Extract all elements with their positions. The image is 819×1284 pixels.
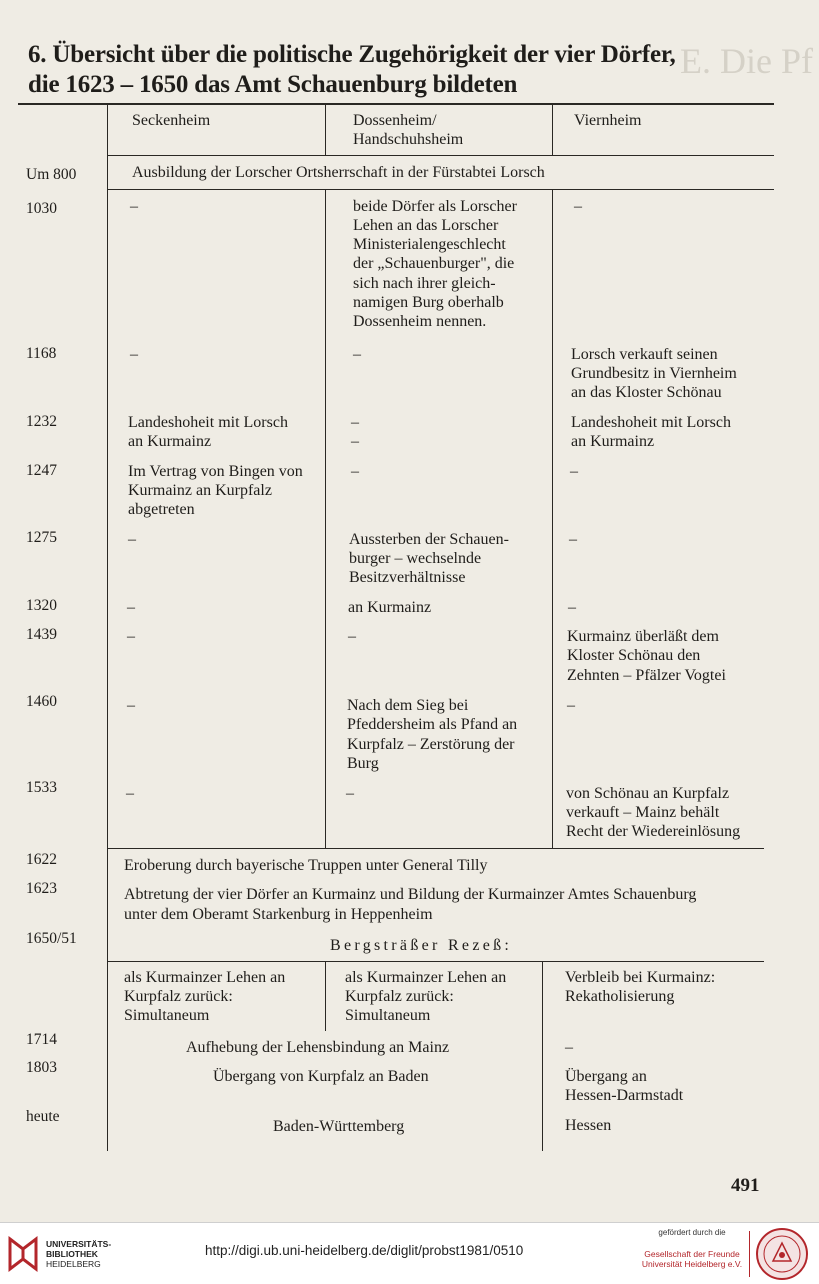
year-1650: 1650/51 <box>26 930 77 947</box>
cell-1650-seckenheim-3: Simultaneum <box>124 1007 210 1024</box>
cell-1030-seckenheim: – <box>130 198 138 215</box>
sponsor-block <box>637 1228 747 1269</box>
cell-1247-seckenheim-3: abgetreten <box>128 501 195 518</box>
rezess-rule <box>107 961 764 962</box>
cell-1232-viernheim-2: an Kurmainz <box>571 433 655 450</box>
cell-1030-viernheim: – <box>574 198 582 215</box>
col-rule-2 <box>552 189 553 848</box>
cell-1439-viernheim-3: Zehnten – Pfälzer Vogtei <box>567 667 726 684</box>
header-rule <box>107 155 774 156</box>
cell-1460-dossenheim-2: Pfeddersheim als Pfand an <box>347 716 518 733</box>
cell-1275-dossenheim-2: burger – wechselnde <box>349 550 482 567</box>
university-seal-icon <box>755 1227 809 1281</box>
cell-1533-viernheim-3: Recht der Wiedereinlösung <box>566 823 741 840</box>
header-seckenheim: Seckenheim <box>132 112 211 129</box>
col-rule-1 <box>325 189 326 848</box>
library-name-line-3: HEIDELBERG <box>46 1259 101 1269</box>
cell-1714-viernheim: – <box>565 1039 573 1056</box>
cell-1320-seckenheim: – <box>127 599 135 616</box>
year-um800: Um 800 <box>26 166 77 183</box>
cell-1275-dossenheim-1: Aussterben der Schauen- <box>349 531 509 548</box>
cell-1232-seckenheim-2: an Kurmainz <box>128 433 212 450</box>
span-1623-2: unter dem Oberamt Starkenburg in Heppenheim <box>124 906 433 923</box>
table-top-rule <box>18 103 774 105</box>
cell-1650-dossenheim-3: Simultaneum <box>345 1007 431 1024</box>
col-rule-1-rezess <box>325 961 326 1031</box>
cell-1439-seckenheim: – <box>127 628 135 645</box>
year-1803: 1803 <box>26 1059 57 1076</box>
span-heute: Baden-Württemberg <box>273 1118 405 1135</box>
ub-heidelberg-logo-icon <box>6 1233 40 1273</box>
cell-1232-dossenheim-1: – <box>351 414 359 431</box>
year-1622: 1622 <box>26 851 57 868</box>
span-rezess: Bergsträßer Rezeß: <box>330 937 513 954</box>
cell-1247-seckenheim-1: Im Vertrag von Bingen von <box>128 463 303 480</box>
span-1803: Übergang von Kurpfalz an Baden <box>213 1068 429 1085</box>
cell-1030-dossenheim-4: der „Schauenburger", die <box>353 255 515 272</box>
cell-1232-dossenheim-2: – <box>351 433 359 450</box>
header-dossenheim: Dossenheim/ <box>353 112 437 129</box>
cell-1232-viernheim-1: Landeshoheit mit Lorsch <box>571 414 731 431</box>
page-number: 491 <box>731 1175 760 1196</box>
year-1714: 1714 <box>26 1031 57 1048</box>
span-um800: Ausbildung der Lorscher Ortsherrschaft in der Fürstabtei Lorsch <box>132 164 545 181</box>
sponsor-org-line-2: Universität Heidelberg e.V. <box>641 1259 743 1269</box>
header-viernheim: Viernheim <box>574 112 642 129</box>
year-1460: 1460 <box>26 693 57 710</box>
cell-1650-viernheim-1: Verbleib bei Kurmainz: <box>565 969 716 986</box>
cell-1460-dossenheim-3: Kurpfalz – Zerstörung der <box>347 736 515 753</box>
footer-divider <box>749 1231 750 1277</box>
cell-1030-dossenheim-7: Dossenheim nennen. <box>353 313 487 330</box>
footer-bar <box>0 1222 819 1284</box>
cell-1460-dossenheim-1: Nach dem Sieg bei <box>347 697 469 714</box>
cell-1439-dossenheim: – <box>348 628 356 645</box>
cell-1320-dossenheim: an Kurmainz <box>348 599 432 616</box>
cell-1460-viernheim: – <box>567 697 575 714</box>
cell-1275-viernheim: – <box>569 531 577 548</box>
year-heute: heute <box>26 1108 60 1125</box>
cell-1168-viernheim-2: Grundbesitz in Viernheim <box>571 365 737 382</box>
page-title <box>28 40 798 100</box>
year-1439: 1439 <box>26 626 57 643</box>
year-1247: 1247 <box>26 462 57 479</box>
library-name-line-1: UNIVERSITÄTS- <box>46 1239 112 1249</box>
year-1030: 1030 <box>26 200 57 217</box>
header-handschuhsheim: Handschuhsheim <box>353 131 464 148</box>
cell-heute-viernheim: Hessen <box>565 1117 612 1134</box>
title-line-2: die 1623 – 1650 das Amt Schauenburg bildeten <box>28 71 518 98</box>
cell-1533-dossenheim: – <box>346 785 354 802</box>
um800-rule <box>107 189 774 190</box>
cell-1275-seckenheim: – <box>128 531 136 548</box>
cell-1460-seckenheim: – <box>127 697 135 714</box>
year-1168: 1168 <box>26 345 57 362</box>
cell-1460-dossenheim-4: Burg <box>347 755 379 772</box>
cell-1533-viernheim-2: verkauft – Mainz behält <box>566 804 720 821</box>
span-1714: Aufhebung der Lehensbindung an Mainz <box>186 1039 450 1056</box>
year-1232: 1232 <box>26 413 57 430</box>
title-line-1: 6. Übersicht über die politische Zugehörigkeit der vier Dörfer, <box>28 41 676 68</box>
year-1533: 1533 <box>26 779 57 796</box>
sponsor-org <box>637 1249 747 1269</box>
year-column-rule <box>107 103 108 1151</box>
cell-1168-viernheim-1: Lorsch verkauft seinen <box>571 346 718 363</box>
cell-1030-dossenheim-5: sich nach ihrer gleich- <box>353 275 496 292</box>
bleed-through-text: E. Die Pf <box>680 41 813 81</box>
cell-1650-seckenheim-1: als Kurmainzer Lehen an <box>124 969 286 986</box>
col-rule-1-head <box>325 103 326 155</box>
span-1623-1: Abtretung der vier Dörfer an Kurmainz und Bildung der Kurmainzer Amtes Schauenburg <box>124 886 697 903</box>
year-1275: 1275 <box>26 529 57 546</box>
cell-1439-viernheim-2: Kloster Schönau den <box>567 647 701 664</box>
cell-1275-dossenheim-3: Besitzverhältnisse <box>349 569 466 586</box>
cell-1533-viernheim-1: von Schönau an Kurpfalz <box>566 785 730 802</box>
col-rule-2-rezess <box>542 961 543 1151</box>
cell-1439-viernheim-1: Kurmainz überläßt dem <box>567 628 719 645</box>
cell-1650-viernheim-2: Rekatholisierung <box>565 988 675 1005</box>
col-rule-2-head <box>552 103 553 155</box>
cell-1168-seckenheim: – <box>130 346 138 363</box>
library-name <box>46 1239 111 1269</box>
cell-1247-viernheim: – <box>570 463 578 480</box>
year-1320: 1320 <box>26 597 57 614</box>
sponsor-label: gefördert durch die <box>658 1228 726 1237</box>
cell-1803-viernheim-2: Hessen-Darmstadt <box>565 1087 684 1104</box>
cell-1320-viernheim: – <box>568 599 576 616</box>
cell-1030-dossenheim-1: beide Dörfer als Lorscher <box>353 198 517 215</box>
cell-1247-dossenheim: – <box>351 463 359 480</box>
cell-1030-dossenheim-6: namigen Burg oberhalb <box>353 294 504 311</box>
permalink-url[interactable]: http://digi.ub.uni-heidelberg.de/diglit/probst1981/0510 <box>205 1243 524 1258</box>
sponsor-org-line-1: Gesellschaft der Freunde <box>644 1249 740 1259</box>
cell-1650-dossenheim-2: Kurpfalz zurück: <box>345 988 454 1005</box>
cell-1232-seckenheim-1: Landeshoheit mit Lorsch <box>128 414 288 431</box>
1622-rule <box>107 848 764 849</box>
span-1622: Eroberung durch bayerische Truppen unter General Tilly <box>124 857 488 874</box>
year-1623: 1623 <box>26 880 57 897</box>
cell-1650-seckenheim-2: Kurpfalz zurück: <box>124 988 233 1005</box>
library-name-line-2: BIBLIOTHEK <box>46 1249 98 1259</box>
cell-1533-seckenheim: – <box>126 785 134 802</box>
cell-1168-dossenheim: – <box>353 346 361 363</box>
cell-1168-viernheim-3: an das Kloster Schönau <box>571 384 722 401</box>
cell-1650-dossenheim-1: als Kurmainzer Lehen an <box>345 969 507 986</box>
cell-1030-dossenheim-3: Ministerialengeschlecht <box>353 236 506 253</box>
cell-1030-dossenheim-2: Lehen an das Lorscher <box>353 217 499 234</box>
cell-1803-viernheim-1: Übergang an <box>565 1068 647 1085</box>
cell-1247-seckenheim-2: Kurmainz an Kurpfalz <box>128 482 272 499</box>
